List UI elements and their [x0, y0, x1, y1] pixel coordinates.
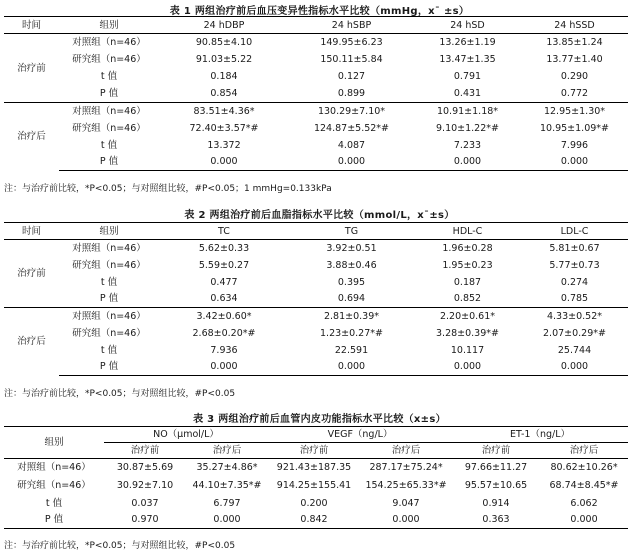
table1-note: 注：与治疗前比较，*P<0.05；与对照组比较，#P<0.05；1 mmHg=0.133kPa	[4, 184, 332, 194]
cell: 921.43±187.35	[276, 462, 352, 474]
cell: 13.77±1.40	[546, 53, 603, 65]
cell: 35.27±4.86*	[196, 462, 258, 474]
cell: 72.40±3.57*#	[189, 122, 259, 134]
subheader-before: 治疗前	[452, 443, 540, 459]
table1-header-dbp: 24 hDBP	[159, 17, 289, 34]
cell: 13.26±1.19	[439, 36, 496, 48]
group-label: P 值	[99, 87, 119, 99]
cell: 5.59±0.27	[198, 259, 250, 271]
group-label: 对照组（n=46）	[17, 462, 91, 474]
cell: 22.591	[334, 344, 369, 356]
group-label: P 值	[99, 293, 119, 305]
table-row	[4, 68, 628, 85]
subheader-after: 治疗后	[360, 443, 452, 459]
cell: 4.087	[337, 139, 366, 151]
cell: 0.791	[453, 70, 482, 82]
table-row	[4, 120, 628, 137]
cell: 149.95±6.23	[320, 36, 383, 48]
cell: 0.000	[360, 512, 452, 529]
table2-caption: 表 2 两组治疗前后血脂指标水平比较（mmol/L，x¯±s）	[184, 210, 455, 221]
table-row	[4, 495, 628, 512]
table3	[4, 426, 628, 529]
cell: 13.372	[207, 139, 241, 151]
group-label: t 值	[100, 344, 118, 356]
cell: 0.274	[560, 276, 589, 288]
table-row	[4, 342, 628, 359]
cell: 0.000	[414, 154, 521, 171]
cell: 0.970	[104, 512, 186, 529]
subheader-before: 治疗前	[268, 443, 360, 459]
cell: 130.29±7.10*	[289, 103, 414, 120]
cell: 0.842	[268, 512, 360, 529]
cell: 6.062	[570, 497, 598, 509]
group-label: t 值	[100, 276, 118, 288]
group-label: 研究组（n=46）	[72, 122, 146, 134]
table3-header-no: NO（μmol/L）	[104, 427, 268, 443]
subheader-after: 治疗后	[540, 443, 628, 459]
table1-header-time: 时间	[4, 17, 59, 34]
cell: 0.000	[159, 154, 289, 171]
cell: 7.233	[453, 139, 482, 151]
table-row	[4, 359, 628, 376]
cell: 0.772	[560, 87, 589, 99]
group-label: 对照组（n=46）	[72, 36, 146, 48]
group-label: P 值	[4, 512, 104, 529]
table3-header-group: 组别	[4, 427, 104, 459]
table1-header-sbp: 24 hSBP	[289, 17, 414, 34]
cell: 2.20±0.61*	[414, 308, 521, 325]
cell: 10.91±1.18*	[414, 103, 521, 120]
cell: 9.047	[392, 497, 420, 509]
cell: 0.187	[453, 276, 482, 288]
cell: 0.184	[210, 70, 238, 82]
period-label: 治疗前	[17, 268, 46, 279]
cell: 0.854	[210, 87, 238, 99]
cell: 13.85±1.24	[546, 36, 603, 48]
cell: 10.117	[450, 344, 485, 356]
table-row	[4, 257, 628, 274]
cell: 0.000	[289, 154, 414, 171]
table1-header-group: 组别	[59, 17, 159, 34]
cell: 0.634	[210, 293, 238, 305]
cell: 124.87±5.52*#	[313, 122, 390, 134]
cell: 0.000	[289, 359, 414, 376]
table2-header-group: 组别	[59, 223, 159, 240]
group-label: P 值	[59, 359, 159, 376]
cell: 5.62±0.33	[198, 242, 250, 254]
period-label: 治疗后	[4, 103, 59, 171]
cell: 1.96±0.28	[442, 242, 493, 254]
cell: 0.000	[540, 512, 628, 529]
cell: 7.996	[560, 139, 589, 151]
table2-header-hdl: HDL-C	[414, 223, 521, 240]
cell: 9.10±1.22*#	[436, 122, 499, 134]
cell: 97.66±11.27	[464, 462, 528, 474]
table-row	[4, 325, 628, 342]
table-row	[4, 34, 628, 51]
table3-header-et1: ET-1（ng/L）	[452, 427, 628, 443]
cell: 0.852	[453, 293, 482, 305]
group-label: 研究组（n=46）	[72, 327, 146, 339]
cell: 25.744	[557, 344, 592, 356]
cell: 0.395	[337, 276, 366, 288]
period-label: 治疗后	[4, 308, 59, 376]
table3-header-vegf: VEGF（ng/L）	[268, 427, 452, 443]
cell: 3.88±0.46	[326, 259, 377, 271]
cell: 30.92±7.10	[116, 480, 174, 491]
cell: 0.431	[453, 87, 482, 99]
table-row	[4, 308, 628, 325]
table2-header-ldl: LDL-C	[521, 223, 628, 240]
cell: 3.28±0.39*#	[436, 327, 499, 339]
cell: 0.694	[337, 293, 366, 305]
cell: 0.000	[521, 154, 628, 171]
cell: 1.23±0.27*#	[320, 327, 383, 339]
table-row	[4, 103, 628, 120]
cell: 0.000	[186, 512, 268, 529]
cell: 5.77±0.73	[549, 259, 600, 271]
subheader-after: 治疗后	[186, 443, 268, 459]
cell: 150.11±5.84	[320, 53, 383, 65]
group-label: 对照组（n=46）	[72, 242, 146, 254]
cell: 2.68±0.20*#	[192, 327, 256, 339]
cell: 30.87±5.69	[116, 462, 174, 474]
cell: 3.42±0.60*	[159, 308, 289, 325]
subheader-before: 治疗前	[104, 443, 186, 459]
group-label: t 值	[100, 139, 118, 151]
cell: 68.74±8.45*#	[549, 480, 619, 491]
cell: 0.000	[521, 359, 628, 376]
cell: 914.25±155.41	[276, 480, 352, 491]
cell: 95.57±10.65	[464, 480, 528, 491]
group-label: 研究组（n=46）	[17, 480, 91, 491]
table1	[4, 16, 628, 171]
table2-header-tc: TC	[159, 223, 289, 240]
cell: 7.936	[210, 344, 238, 356]
cell: 0.037	[131, 497, 159, 509]
group-label: P 值	[59, 154, 159, 171]
cell: 0.899	[337, 87, 366, 99]
cell: 80.62±10.26*	[550, 462, 618, 474]
cell: 287.17±75.24*	[369, 462, 443, 474]
table2-header-time: 时间	[4, 223, 59, 240]
table-row	[4, 477, 628, 495]
cell: 0.477	[210, 276, 238, 288]
table-row	[4, 137, 628, 154]
cell: 154.25±65.33*#	[365, 480, 447, 491]
table-row	[4, 51, 628, 68]
table-row	[4, 291, 628, 308]
group-label: 对照组（n=46）	[59, 103, 159, 120]
table2	[4, 222, 628, 376]
cell: 3.92±0.51	[326, 242, 377, 254]
table-row	[4, 459, 628, 477]
cell: 0.000	[159, 359, 289, 376]
table1-header-ssd: 24 hSSD	[521, 17, 628, 34]
table-row	[4, 512, 628, 529]
cell: 90.85±4.10	[195, 36, 253, 48]
cell: 0.127	[337, 70, 366, 82]
table-row	[4, 274, 628, 291]
group-label: t 值	[100, 70, 118, 82]
cell: 0.200	[300, 497, 328, 509]
table1-caption: 表 1 两组治疗前后血压变异性指标水平比较（mmHg，x¯ ±s）	[169, 6, 470, 17]
cell: 4.33±0.52*	[521, 308, 628, 325]
cell: 91.03±5.22	[195, 53, 253, 65]
cell: 0.363	[452, 512, 540, 529]
cell: 0.000	[414, 359, 521, 376]
period-label: 治疗前	[17, 62, 46, 74]
table2-header-tg: TG	[289, 223, 414, 240]
table3-caption: 表 3 两组治疗前后血管内皮功能指标水平比较（x±s）	[193, 414, 446, 425]
cell: 5.81±0.67	[549, 242, 600, 254]
cell: 13.47±1.35	[439, 53, 496, 65]
cell: 6.797	[213, 497, 241, 509]
cell: 44.10±7.35*#	[192, 480, 262, 491]
table-row	[4, 154, 628, 171]
table-row	[4, 85, 628, 103]
group-label: 对照组（n=46）	[59, 308, 159, 325]
table1-header-sd: 24 hSD	[414, 17, 521, 34]
cell: 0.785	[560, 293, 589, 305]
table2-note: 注：与治疗前比较，*P<0.05；与对照组比较，#P<0.05	[4, 389, 236, 399]
cell: 2.07±0.29*#	[543, 327, 606, 339]
cell: 0.290	[560, 70, 589, 82]
table3-note: 注：与治疗前比较，*P<0.05；与对照组比较，#P<0.05	[4, 541, 236, 551]
group-label: 研究组（n=46）	[72, 53, 146, 65]
cell: 2.81±0.39*	[289, 308, 414, 325]
cell: 12.95±1.30*	[521, 103, 628, 120]
cell: 83.51±4.36*	[159, 103, 289, 120]
cell: 10.95±1.09*#	[539, 122, 610, 134]
group-label: 研究组（n=46）	[72, 259, 146, 271]
cell: 1.95±0.23	[442, 259, 493, 271]
table-row	[4, 240, 628, 257]
cell: 0.914	[482, 497, 510, 509]
group-label: t 值	[45, 497, 63, 509]
